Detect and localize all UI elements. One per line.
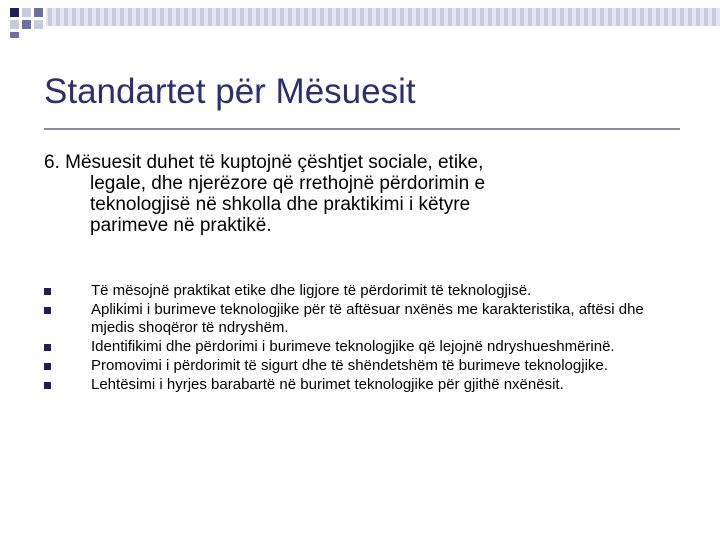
header-stripe (528, 8, 532, 26)
header-stripe (648, 8, 652, 26)
header-stripe (536, 8, 540, 26)
header-stripe (592, 8, 596, 26)
header-stripe (544, 8, 548, 26)
header-stripe (160, 8, 164, 26)
bullet-square-icon (44, 363, 51, 370)
header-stripe (128, 8, 132, 26)
header-stripe (560, 8, 564, 26)
header-stripe (272, 8, 276, 26)
header-stripe (576, 8, 580, 26)
header-stripe (488, 8, 492, 26)
header-stripe (712, 8, 716, 26)
header-stripe (240, 8, 244, 26)
header-stripe (104, 8, 108, 26)
header-stripe (112, 8, 116, 26)
header-stripe (344, 8, 348, 26)
lead-line-1: 6. Mësuesit duhet të kuptojnë çështjet sociale, etike, (44, 152, 484, 173)
bullet-list (44, 282, 684, 395)
header-stripe (48, 8, 52, 26)
header-stripe (512, 8, 516, 26)
header-stripe (568, 8, 572, 26)
list-item: Të mësojnë praktikat etike dhe ligjore të përdorimit të teknologjisë. (44, 282, 684, 300)
list-item: Lehtësimi i hyrjes barabartë në burimet teknologjike për gjithë nxënësit. (44, 376, 684, 394)
header-stripe (264, 8, 268, 26)
header-stripe (136, 8, 140, 26)
header-stripe (256, 8, 260, 26)
header-stripe (200, 8, 204, 26)
header-stripe (304, 8, 308, 26)
bullet-square-icon (44, 344, 51, 351)
header-stripe (312, 8, 316, 26)
list-item: Aplikimi i burimeve teknologjike për të aftësuar nxënës me karakteristika, aftësi dhe mjedis shoqëror të ndryshëm. (44, 301, 684, 337)
header-stripe (400, 8, 404, 26)
header-stripe (656, 8, 660, 26)
bullet-square-icon (44, 382, 51, 389)
header-stripes (0, 0, 720, 40)
title-divider (44, 128, 680, 130)
header-stripe (464, 8, 468, 26)
header-stripe (336, 8, 340, 26)
header-stripe (440, 8, 444, 26)
header-stripe (456, 8, 460, 26)
header-stripe (496, 8, 500, 26)
header-stripe (88, 8, 92, 26)
header-stripe (672, 8, 676, 26)
lead-number: 6. (44, 152, 60, 173)
header-stripe (416, 8, 420, 26)
header-stripe (432, 8, 436, 26)
header-stripe (352, 8, 356, 26)
header-stripe (704, 8, 708, 26)
header-stripe (368, 8, 372, 26)
header-stripe (328, 8, 332, 26)
header-stripe (288, 8, 292, 26)
lead-line-4: parimeve në praktikë. (90, 215, 272, 236)
header-stripe (608, 8, 612, 26)
bullet-square-icon (44, 307, 51, 314)
header-stripe (192, 8, 196, 26)
header-stripe (360, 8, 364, 26)
header-stripe (296, 8, 300, 26)
header-stripe (56, 8, 60, 26)
header-stripe (120, 8, 124, 26)
header-stripe (280, 8, 284, 26)
header-stripe (632, 8, 636, 26)
header-stripe (408, 8, 412, 26)
header-stripe (552, 8, 556, 26)
lead-line-2: legale, dhe njerëzore që rrethojnë përdorimin e (90, 173, 486, 194)
header-stripe (680, 8, 684, 26)
lead-paragraph (44, 152, 684, 236)
header-stripe (472, 8, 476, 26)
list-item: Promovimi i përdorimit të sigurt dhe të shëndetshëm të burimeve teknologjike. (44, 357, 684, 375)
header-stripe (232, 8, 236, 26)
lead-line-3: teknologjisë në shkolla dhe praktikimi i këtyre (90, 194, 471, 215)
header-stripe (208, 8, 212, 26)
slide-title: Standartet për Mësuesit (44, 72, 416, 111)
header-stripe (72, 8, 76, 26)
header-stripe (664, 8, 668, 26)
header-stripe (696, 8, 700, 26)
header-stripe (616, 8, 620, 26)
header-stripe (688, 8, 692, 26)
header-stripe (152, 8, 156, 26)
header-stripe (248, 8, 252, 26)
header-stripe (168, 8, 172, 26)
header-stripe (520, 8, 524, 26)
list-item: Identifikimi dhe përdorimi i burimeve teknologjike që lejojnë ndryshueshmërinë. (44, 338, 684, 356)
header-stripe (176, 8, 180, 26)
header-stripe (504, 8, 508, 26)
header-stripe (424, 8, 428, 26)
header-stripe (144, 8, 148, 26)
header-stripe (376, 8, 380, 26)
header-stripe (640, 8, 644, 26)
header-stripe (64, 8, 68, 26)
header-stripe (384, 8, 388, 26)
header-stripe (320, 8, 324, 26)
header-stripe (224, 8, 228, 26)
header-stripe (392, 8, 396, 26)
header-stripe (480, 8, 484, 26)
header-stripe (80, 8, 84, 26)
header-stripe (216, 8, 220, 26)
header-stripe (584, 8, 588, 26)
header-stripe (624, 8, 628, 26)
header-stripe (600, 8, 604, 26)
header-stripe (96, 8, 100, 26)
header-stripe (448, 8, 452, 26)
bullet-square-icon (44, 288, 51, 295)
header-stripe (184, 8, 188, 26)
